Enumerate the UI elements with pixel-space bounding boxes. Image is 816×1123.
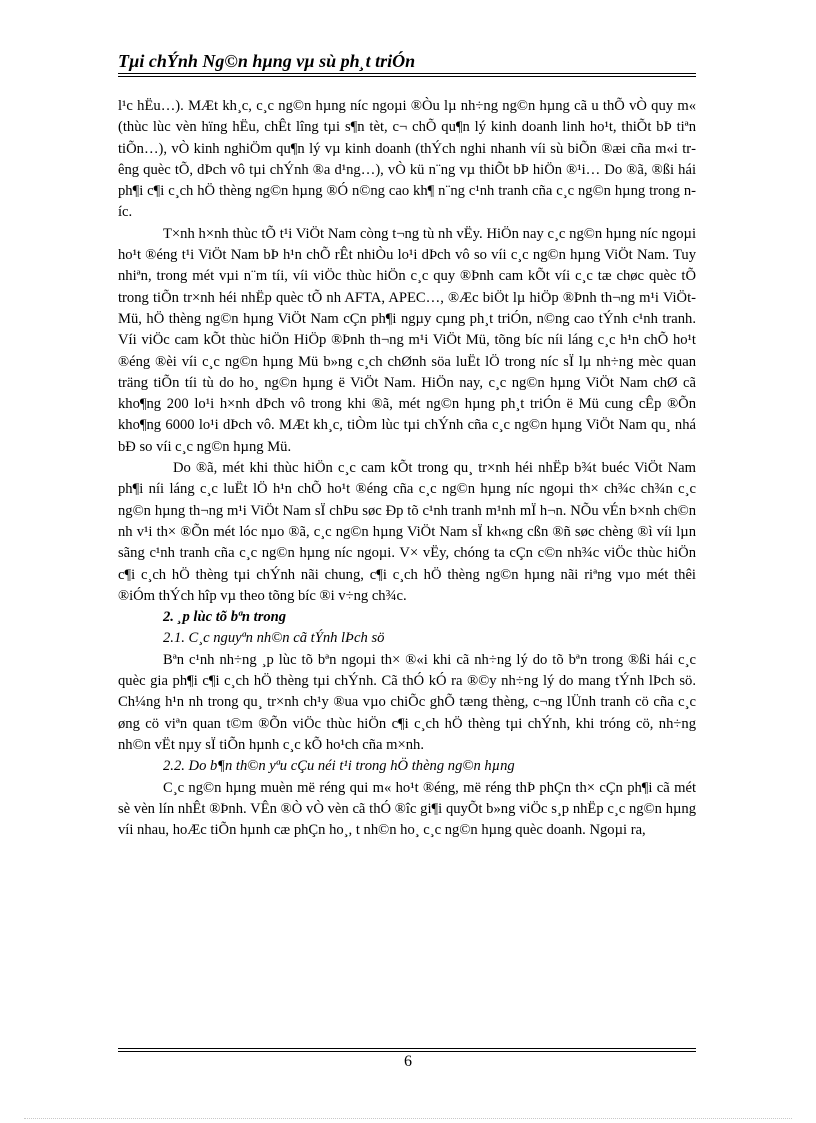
running-header: Tµi chÝnh Ng©n hµng vµ sù ph¸t triÓn xyxy=(118,51,416,71)
page-body xyxy=(118,96,696,841)
header-rule xyxy=(118,73,696,77)
page-number: 6 xyxy=(404,1053,412,1070)
subsection-heading: 2.1. C¸c nguyªn nh©n cã tÝnh lÞch sö xyxy=(163,630,385,647)
page-edge-dotted-line xyxy=(24,1118,792,1119)
body-paragraph: Bªn c¹nh nh÷ng ¸p lùc tõ bªn ngoµi th× ®«i khi cã nh÷ng lý do tõ bªn trong ®ßi hái c¸c quèc gia ph¶i c¶i c¸ch hÖ thèng tµi chÝnh. Cã thÓ kÓ ra ®©y nh÷ng lý do mang tÝnh lÞch sö. Ch¼ng h¹n nh trong qu¸ tr×nh ch¹y ®ua vµo chiÕc ghÕ tæng thèng, c¬ng lÜnh tranh cö cña c¸c øng cö viªn quan t©m ®Õn viÖc thùc hiÖn c¶i c¸ch hÖ thèng tµi chÝnh, khi tróng cö, nh÷ng nh©n vËt nµy sÏ tiÕn hµnh c¸c kÕ ho¹ch cña m×nh. xyxy=(118,651,696,753)
body-paragraph: Do ®ã, mét khi thùc hiÖn c¸c cam kÕt trong qu¸ tr×nh héi nhËp b¾t buéc ViÖt Nam ph¶i níi láng c¸c luËt lÖ h¹n chÕ ho¹t ®éng cña c¸c ng©n hµng níc ngoµi th× ch¾c ch¾n c¸c ng©n hµng th¬ng m¹i ViÖt Nam sÏ chÞu søc Ðp tõ c¹nh tranh m¹nh mÏ h¬n. NÕu vÉn b×nh ch©n nh v¹i th× ®Õn mét lóc nµo ®ã, c¸c ng©n hµng ViÖt Nam sÏ kh«ng cßn ®ñ søc chèng ®ì víi lµn sãng c¹nh tranh cña c¸c ng©n hµng níc ngoµi. V× vËy, chóng ta cÇn c©n nh¾c viÖc thùc hiÖn c¶i c¸ch hÖ thèng tµi chÝnh nãi chung, c¶i c¸ch hÖ thèng ng©n hµng nãi riªng vµo mét thêi ®iÓm thÝch hîp vµ theo tõng bíc ®i v÷ng ch¾c. xyxy=(118,460,696,604)
footer-rule xyxy=(118,1048,696,1052)
subsection-heading: 2.2. Do b¶n th©n yªu cÇu néi t¹i trong hÖ thèng ng©n hµng xyxy=(163,758,515,775)
section-heading: 2. ¸p lùc tõ bªn trong xyxy=(163,609,287,626)
body-paragraph: T×nh h×nh thùc tÕ t¹i ViÖt Nam còng t¬ng tù nh vËy. HiÖn nay c¸c ng©n hµng níc ngoµi ho¹t ®éng t¹i ViÖt Nam bÞ h¹n chÕ rÊt nhiÒu lo¹i dÞch vô so víi c¸c ng©n hµng ViÖt Nam. Tuy nhiªn, trong mét vµi n¨m tíi, víi viÖc thùc hiÖn c¸c quy ®Þnh cam kÕt víi c¸c tæ chøc quèc tÕ trong tiÕn tr×nh héi nhËp quèc tÕ nh AFTA, APEC…, ®Æc biÖt lµ hiÖp ®Þnh th¬ng m¹i ViÖt-Mü, hÖ thèng ng©n hµng ViÖt Nam cÇn ph¶i ngµy cµng ph¸t triÓn, n©ng cao tÝnh c¹nh tranh. Víi viÖc cam kÕt thùc hiÖn HiÖp ®Þnh th¬ng m¹i ViÖt Mü, tõng bíc níi láng c¸c h¹n chÕ ho¹t ®éng ®èi víi c¸c ng©n hµng Mü b»ng c¸ch chØnh söa luËt lÖ trong níc sÏ lµ nh÷ng mèc quan träng tiÕn tíi tù do ho¸ ng©n hµng ë ViÖt Nam. HiÖn nay, c¸c ng©n hµng ViÖt Nam chØ cã kho¶ng 200 lo¹i h×nh dÞch vô trong khi ®ã, mét ng©n hµng ph¸t triÓn ë Mü cung cÊp ®Õn kho¶ng 6000 lo¹i dÞch vô. MÆt kh¸c, tiÒm lùc tµi chÝnh cña c¸c ng©n hµng ViÖt Nam qu¸ nhá bÐ so víi c¸c ng©n hµng Mü. xyxy=(118,225,696,455)
body-paragraph: C¸c ng©n hµng muèn më réng qui m« ho¹t ®éng, më réng thÞ phÇn th× cÇn ph¶i cã mét sè vèn lín nhÊt ®Þnh. VÊn ®Ò vÒ vèn cã thÓ ®îc gi¶i quyÕt b»ng viÖc s¸p nhËp c¸c ng©n hµng víi nhau, hoÆc tiÕn hµnh cæ phÇn ho¸, t nh©n ho¸ c¸c ng©n hµng quèc doanh. Ngoµi ra, xyxy=(118,779,696,839)
body-paragraph: l¹c hËu…). MÆt kh¸c, c¸c ng©n hµng níc ngoµi ®Òu lµ nh÷ng ng©n hµng cã u thÕ vÒ quy m« (thùc lùc vèn hïng hËu, chÊt lîng tµi s¶n tèt, c¬ chÕ qu¶n lý kinh doanh linh ho¹t, thiÕt bÞ tiªn tiÕn…), vÒ kinh nghiÖm qu¶n lý vµ kinh doanh (thÝch nghi nhanh víi sù biÕn ®æi cña m«i trêng quèc tÕ, dÞch vô tµi chÝnh ®a d¹ng…), vÒ kü n¨ng vµ thiÕt bÞ hiÖn ®¹i… Do ®ã, ®ßi hái ph¶i c¶i c¸ch hÖ thèng ng©n hµng ®Ó n©ng cao kh¶ n¨ng c¹nh tranh cña c¸c ng©n hµng trong níc. xyxy=(118,98,696,221)
